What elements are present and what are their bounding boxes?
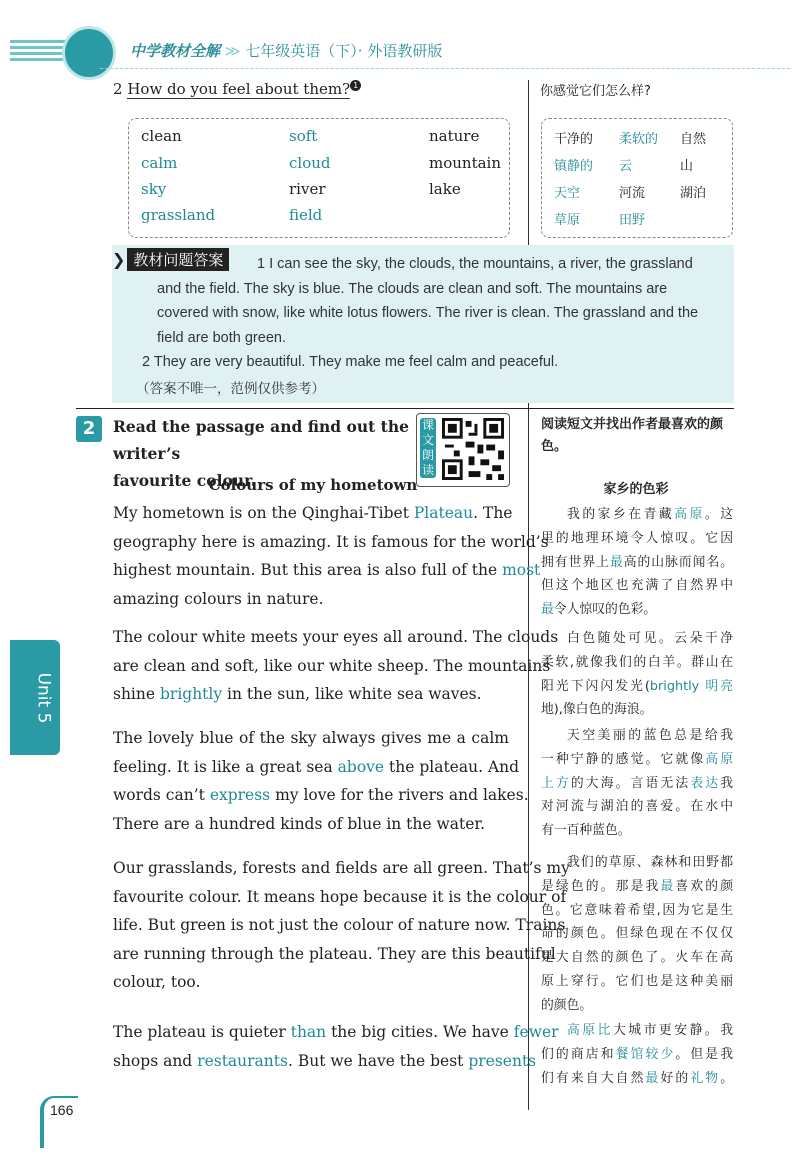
- translation-line: 们有来自大自然最好的礼物。: [541, 1070, 734, 1086]
- translation-line: 最令人惊叹的色彩。: [541, 602, 657, 618]
- translation-line: 白色随处可见。云朵干净: [567, 631, 733, 646]
- translation-line: 们的商店和餐馆较少。但是我: [541, 1046, 734, 1062]
- page-number: 166: [50, 1102, 74, 1118]
- word-item-cn: 湖泊: [680, 186, 707, 201]
- translation-line: 地),像白色的海浪。: [541, 702, 653, 718]
- running-header: 中学教材全解 ≫ 七年级英语（下）· 外语教研版: [130, 42, 443, 60]
- paragraph-4: [113, 855, 570, 998]
- passage-line: The plateau is quieter than the big cities. We have fewer: [113, 1023, 559, 1041]
- paragraph-5: [113, 1019, 559, 1076]
- passage-line: shine brightly in the sun, like white sea waves.: [113, 685, 482, 703]
- passage-line: Our grasslands, forests and fields are all green. That’s my: [113, 859, 570, 877]
- question-2: 2 How do you feel about them? 1: [113, 80, 361, 98]
- passage-line: highest mountain. But this area is also full of the most: [113, 561, 541, 579]
- passage-line: are running through the plateau. They are this beautiful: [113, 944, 556, 963]
- word-item: mountain: [429, 154, 502, 172]
- word-item-cn: 云: [619, 159, 633, 174]
- translation-line: 有一百种蓝色。: [541, 823, 631, 839]
- translation-line: 阳光下闪闪发光(brightly 明亮: [541, 678, 733, 694]
- qr-code-icon[interactable]: [442, 418, 504, 480]
- translation-line: 里的地理环境令人惊叹。它因: [541, 530, 733, 546]
- answer-line: covered with snow, like white lotus flowers. The river is clean. The grassland and the: [157, 305, 699, 321]
- book-logo-icon: [62, 26, 116, 80]
- passage-line: geography here is amazing. It is famous for the world’s: [113, 532, 549, 551]
- word-item: calm: [141, 154, 178, 172]
- answer-tag: [112, 248, 229, 271]
- book-subtitle: 七年级英语（下）· 外语教研版: [245, 42, 443, 60]
- section-title: Read the passage and find out the writer’s favourite colour.: [113, 417, 409, 490]
- passage-line: amazing colours in nature.: [113, 589, 324, 608]
- word-item: river: [289, 180, 326, 198]
- translation-paragraph-2: [541, 627, 733, 722]
- note-marker: 1: [350, 80, 361, 91]
- passage-title-cn: 家乡的色彩: [603, 482, 669, 497]
- translation-line: 拥有世界上最高的山脉而闻名。: [541, 554, 734, 570]
- word-item-cn: 天空: [554, 186, 581, 201]
- answer-label: 教材问题答案: [127, 248, 229, 271]
- word-item: soft: [289, 127, 318, 145]
- translation-line: 原上穿行。它们也是这种美丽: [541, 973, 733, 989]
- unit-tab-label: Unit 5: [33, 672, 54, 724]
- word-item-cn: 镇静的: [554, 159, 594, 174]
- translation-line: 我们的草原、森林和田野都: [567, 855, 733, 870]
- translation-line: 柔软,就像我们的白羊。群山在: [541, 654, 733, 670]
- word-item-cn: 自然: [680, 132, 707, 147]
- word-item-cn: 柔软的: [619, 132, 659, 147]
- passage-line: are clean and soft, like our white sheep. The mountains: [113, 656, 551, 675]
- answer-line: and the field. The sky is blue. The clouds are clean and soft. The mountains are: [157, 281, 668, 297]
- translation-paragraph-3: [541, 724, 733, 843]
- word-list-box: [128, 118, 510, 238]
- translation-line: 命的颜色。但绿色现在不仅仅: [541, 926, 733, 942]
- word-item: clean: [141, 127, 182, 145]
- word-item: cloud: [289, 154, 331, 172]
- word-list-box-cn: [541, 118, 733, 238]
- passage-line: There are a hundred kinds of blue in the water.: [113, 814, 486, 833]
- word-item: nature: [429, 127, 480, 145]
- word-item-cn: 河流: [619, 186, 646, 201]
- translation-line: 是大自然的颜色了。火车在高: [541, 950, 733, 966]
- answer-note: （答案不唯一，范例仅供参考）: [136, 381, 325, 396]
- translation-line: 高原比大城市更安静。我: [567, 1023, 734, 1038]
- question-2-translation: 你感觉它们怎么样?: [540, 84, 651, 99]
- book-title: 中学教材全解: [130, 42, 221, 60]
- answer-line: 2 They are very beautiful. They make me feel calm and peaceful.: [142, 354, 559, 370]
- word-item: field: [289, 206, 323, 224]
- question-text: How do you feel about them?: [127, 80, 351, 98]
- passage-line: colour, too.: [113, 973, 201, 991]
- word-item: lake: [429, 180, 461, 198]
- paragraph-3: [113, 725, 529, 839]
- chevron-right-icon: ❯: [112, 250, 126, 269]
- passage-line: The lovely blue of the sky always gives me a calm: [113, 729, 509, 747]
- translation-line: 但这个地区也充满了自然界中: [541, 578, 733, 594]
- translation-paragraph-4: [541, 851, 733, 1018]
- translation-line: 上方的大海。言语无法表达我: [541, 775, 734, 791]
- translation-line: 一种宁静的感觉。它就像高原: [541, 751, 734, 767]
- translation-paragraph-5: [541, 1019, 733, 1090]
- translation-line: 的颜色。: [541, 997, 593, 1013]
- paragraph-2: [113, 624, 559, 710]
- translation-line: 天空美丽的蓝色总是给我: [567, 728, 733, 743]
- passage-line: favourite colour. It means hope because it is the colour of: [113, 887, 567, 906]
- passage-line: words can’t express my love for the rivers and lakes.: [113, 786, 529, 804]
- translation-line: 对河流与湖泊的喜爱。在水中: [541, 799, 733, 815]
- translation-line: 色。它意味着希望,因为它是生: [541, 902, 733, 918]
- word-item: sky: [141, 180, 167, 198]
- passage-title: Colours of my hometown: [208, 476, 418, 494]
- word-item-cn: 山: [680, 159, 694, 174]
- section-number: 2: [76, 416, 102, 442]
- section-title-cn: 阅读短文并找出作者最喜欢的颜色。: [541, 417, 724, 454]
- translation-line: 我的家乡在青藏高原。这: [567, 507, 734, 522]
- translation-line: 是绿色的。那是我最喜欢的颜: [541, 878, 734, 894]
- word-item-cn: 干净的: [554, 132, 594, 147]
- passage-line: life. But green is not just the colour of nature now. Trains: [113, 916, 566, 934]
- section-rule: [76, 408, 734, 409]
- header-rule: [100, 68, 790, 69]
- answer-line: 1 I can see the sky, the clouds, the mountains, a river, the grassland: [257, 256, 693, 272]
- passage-line: shops and restaurants. But we have the best presents: [113, 1051, 537, 1070]
- word-item-cn: 田野: [619, 213, 646, 228]
- word-item: grassland: [141, 206, 216, 224]
- answer-line: field are both green.: [157, 330, 286, 346]
- passage-line: feeling. It is like a great sea above the plateau. And: [113, 757, 520, 776]
- qr-label: 课文朗读: [421, 418, 434, 477]
- passage-line: The colour white meets your eyes all around. The clouds: [113, 628, 559, 646]
- word-item-cn: 草原: [554, 213, 581, 228]
- passage-line: My hometown is on the Qinghai-Tibet Plateau. The: [113, 504, 513, 522]
- translation-paragraph-1: [541, 503, 733, 622]
- paragraph-1: [113, 500, 549, 614]
